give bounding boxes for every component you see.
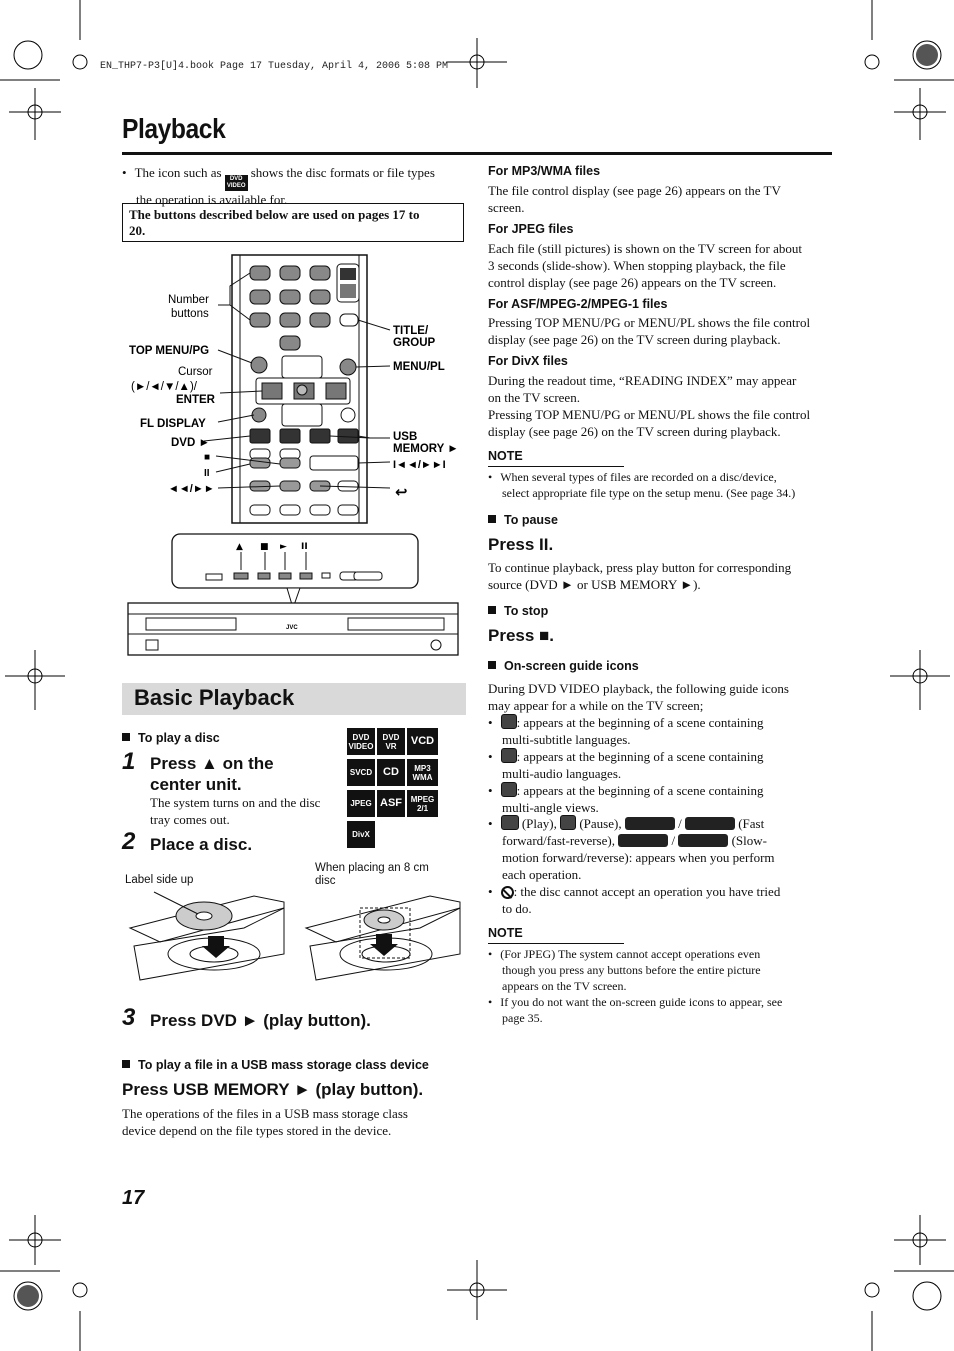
remote-label-number-1: Number: [168, 294, 209, 306]
remote-control-illustration: [122, 250, 467, 525]
guide-angle-item: • : appears at the beginning of a scene containing multi-angle views.: [488, 783, 764, 815]
angle-icon: [501, 782, 517, 797]
unit-eject-label: ▲: [236, 542, 243, 552]
remote-label-skip: ◄◄/►►: [168, 483, 215, 495]
note1-text: • When several types of files are recorded on a disc/device, select appropriate file type on the setup menu. (See page 34.): [488, 470, 796, 500]
page-number: 17: [122, 1187, 145, 1209]
unit-pause-label: II: [301, 542, 308, 552]
format-icon-mpeg-2-1: MPEG 2/1: [407, 790, 438, 817]
step1-number: 1: [122, 748, 136, 775]
remote-label-stop: ■: [204, 452, 211, 463]
step1-text: Press ▲ on the center unit.: [150, 754, 274, 794]
remote-label-number-2: buttons: [171, 308, 209, 320]
remote-label-usb-memory: MEMORY ►: [393, 443, 459, 455]
fast-reverse-icon: [685, 817, 735, 830]
mp3-heading: For MP3/WMA files: [488, 164, 601, 178]
format-icon-cd: CD: [377, 759, 405, 786]
pause-desc: To continue playback, press play button for corresponding source (DVD ► or USB MEMORY ►).: [488, 560, 792, 592]
remote-label-title: TITLE/: [393, 325, 429, 337]
usb-desc: The operations of the files in a USB mass storage class device depend on the file types stored in the device.: [122, 1106, 408, 1138]
step3-text: Press DVD ► (play button).: [150, 1011, 371, 1030]
format-icon-jpeg: JPEG: [347, 790, 375, 817]
asf-desc: Pressing TOP MENU/PG or MENU/PL shows the file control display (see page 26) on the TV screen during playback.: [488, 315, 811, 347]
pause-heading: To pause: [488, 513, 558, 527]
center-unit-illustration: [122, 530, 467, 660]
remote-label-menu-pl: MENU/PL: [393, 361, 445, 373]
stop-heading: To stop: [488, 604, 548, 618]
intro-bullet: • The icon such as DVD VIDEO shows the disc formats or file types the operation is available for.: [122, 165, 435, 207]
remote-label-enter: ENTER: [176, 394, 215, 406]
note1-heading: NOTE: [488, 449, 523, 463]
remote-label-skip-right: I◄◄/►►I: [393, 459, 446, 471]
title-rule: [122, 152, 832, 155]
pause-icon: [560, 815, 576, 830]
disc-placement-illustration: [124, 888, 466, 988]
print-header: EN_THP7-P3[U]4.book Page 17 Tuesday, April 4, 2006 5:08 PM: [100, 61, 449, 72]
format-icon-mp3-wma: MP3 WMA: [407, 759, 438, 786]
unit-play-label: ►: [280, 542, 287, 552]
label-side-up-caption: Label side up: [125, 874, 194, 886]
to-play-disc-heading: To play a disc: [122, 731, 220, 745]
note2-text: • (For JPEG) The system cannot accept operations even though you press any buttons before the entire picture appears on the TV screen. • If you do not want the on-screen guide icons to appear, see page 35.: [488, 947, 783, 1025]
remote-label-fl-display: FL DISPLAY: [140, 418, 206, 430]
fast-forward-icon: [625, 817, 675, 830]
format-icon-asf: ASF: [377, 790, 405, 817]
mp3-desc: The file control display (see page 26) appears on the TV screen.: [488, 183, 781, 215]
guide-intro: During DVD VIDEO playback, the following guide icons may appear for a while on the TV screen;: [488, 681, 789, 713]
remote-label-group: GROUP: [393, 337, 436, 349]
guide-subtitle-item: • : appears at the beginning of a scene containing multi-subtitle languages.: [488, 715, 764, 747]
guide-heading: On-screen guide icons: [488, 659, 639, 673]
intro-text-c: the operation is available for.: [136, 192, 288, 207]
step3-number: 3: [122, 1004, 136, 1031]
note1-rule: [488, 466, 624, 467]
section-title-basic-playback: Basic Playback: [134, 685, 295, 710]
usb-heading: To play a file in a USB mass storage class device: [122, 1058, 429, 1072]
asf-heading: For ASF/MPEG-2/MPEG-1 files: [488, 297, 668, 311]
remote-label-top-menu: TOP MENU/PG: [129, 345, 210, 357]
subtitle-icon: [501, 714, 517, 729]
format-icon-svcd: SVCD: [347, 759, 375, 786]
slow-reverse-icon: [678, 834, 728, 847]
intro-text-b: shows the disc formats or file types: [250, 165, 435, 180]
remote-label-return: ↩: [395, 483, 408, 501]
note2-heading: NOTE: [488, 926, 523, 940]
format-icon-divx: DivX: [347, 821, 375, 848]
remote-label-pause: II: [204, 468, 210, 479]
pause-press: Press II.: [488, 535, 554, 554]
jpeg-heading: For JPEG files: [488, 222, 574, 236]
step2-text: Place a disc.: [150, 835, 253, 854]
remote-label-cursor-2: (►/◄/▼/▲)/: [131, 381, 197, 393]
remote-label-dvd: DVD ►: [171, 437, 210, 449]
format-icon-dvd-vr: DVD VR: [377, 728, 405, 755]
guide-playback-item: • (Play), (Pause), / (Fast forward/fast-reverse), / (Slow- motion forward/reverse): appears when you perform each operation.: [488, 816, 775, 882]
slow-forward-icon: [618, 834, 668, 847]
remote-label-cursor-1: Cursor: [178, 366, 213, 378]
guide-audio-item: • : appears at the beginning of a scene containing multi-audio languages.: [488, 749, 764, 781]
buttons-note-box: The buttons described below are used on pages 17 to 20.: [122, 203, 464, 242]
unit-stop-label: ■: [260, 542, 269, 552]
remote-label-usb: USB: [393, 431, 418, 443]
format-icon-dvd-video: DVD VIDEO: [347, 728, 375, 755]
usb-press-instruction: Press USB MEMORY ► (play button).: [122, 1080, 424, 1099]
prohibit-icon: [501, 886, 514, 899]
guide-prohibit-item: • : the disc cannot accept an operation you have tried to do.: [488, 884, 781, 916]
divx-desc: During the readout time, “READING INDEX” may appear on the TV screen. Pressing TOP MENU/PG or MENU/PL shows the file control display (see page 26) on the TV screen during playback.: [488, 373, 811, 439]
dvd-video-icon: DVD VIDEO: [226, 176, 246, 189]
intro-text-a: The icon such as: [134, 165, 222, 180]
play-icon: [501, 815, 519, 830]
audio-icon: [501, 748, 517, 763]
step2-number: 2: [122, 828, 136, 855]
unit-brand: JVC: [286, 625, 298, 631]
note2-rule: [488, 943, 624, 944]
stop-press: Press ■.: [488, 626, 555, 645]
jpeg-desc: Each file (still pictures) is shown on the TV screen for about 3 seconds (slide-show). When stopping playback, the file control display (see page 26) appears on the TV screen.: [488, 241, 802, 290]
format-icon-vcd: VCD: [407, 728, 438, 755]
step1-desc: The system turns on and the disc tray comes out.: [150, 795, 321, 827]
eight-cm-caption: When placing an 8 cm disc: [315, 862, 429, 887]
page-title: Playback: [122, 113, 226, 144]
divx-heading: For DivX files: [488, 354, 568, 368]
